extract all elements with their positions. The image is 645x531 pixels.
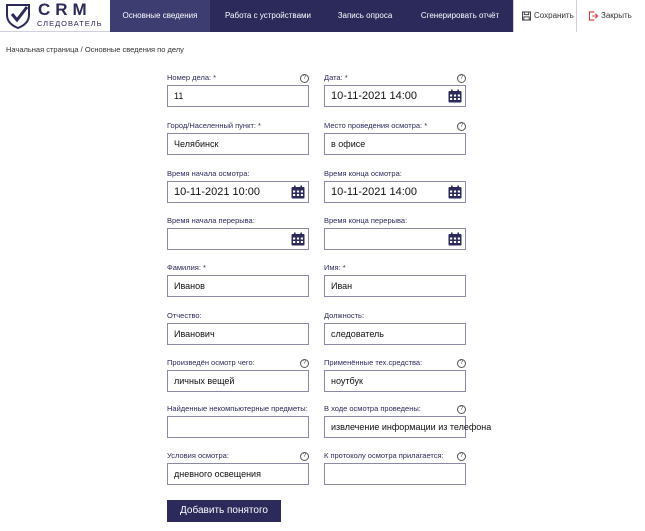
last-name-input[interactable]: Иванов (167, 275, 309, 297)
calendar-icon[interactable] (448, 89, 462, 103)
inspection-place-input[interactable]: в офисе (324, 133, 466, 155)
calendar-icon[interactable] (291, 185, 305, 199)
last-name-label: Фамилия: * (167, 263, 206, 272)
position-input[interactable]: следователь (324, 323, 466, 345)
break-end-input[interactable] (324, 228, 466, 250)
exit-icon (589, 11, 598, 21)
city-input[interactable]: Челябинск (167, 133, 309, 155)
save-button-label: Сохранить (534, 11, 574, 20)
help-icon[interactable]: ? (457, 452, 466, 461)
technical-means-label: Применённые тех.средства: (324, 358, 423, 367)
tab-devices[interactable]: Работа с устройствами (224, 11, 312, 20)
add-witness-button[interactable]: Добавить понятого (167, 500, 281, 522)
first-name-input[interactable]: Иван (324, 275, 466, 297)
calendar-icon[interactable] (291, 232, 305, 246)
inspection-end-label: Время конца осмотра: (324, 169, 402, 178)
date-label: Дата: * (324, 73, 348, 82)
inspection-start-input[interactable]: 10-11-2021 10:00 (167, 181, 309, 203)
break-start-input[interactable] (167, 228, 309, 250)
logo (0, 0, 110, 32)
close-button-label: Закрыть (601, 11, 632, 20)
protocol-attachments-label: К протоколу осмотра прилагается: (324, 451, 444, 460)
performed-actions-label: В ходе осмотра проведены: (324, 404, 421, 413)
break-start-label: Время начала перерыва: (167, 216, 255, 225)
non-computer-items-input[interactable] (167, 416, 309, 438)
break-end-label: Время конца перерыва: (324, 216, 408, 225)
shield-check-icon (4, 3, 32, 29)
calendar-icon[interactable] (448, 185, 462, 199)
technical-means-input[interactable]: ноутбук (324, 370, 466, 392)
logo-title: CRM (38, 0, 92, 19)
date-input[interactable]: 10-11-2021 14:00 (324, 85, 466, 107)
non-computer-items-label: Найденные некомпьютерные предметы: (167, 404, 308, 413)
inspection-conditions-label: Условия осмотра: (167, 451, 229, 460)
calendar-icon[interactable] (448, 232, 462, 246)
floppy-disk-icon (522, 11, 531, 21)
help-icon[interactable]: ? (300, 74, 309, 83)
help-icon[interactable]: ? (457, 74, 466, 83)
close-button[interactable] (576, 0, 645, 32)
city-label: Город/Населенный пункт: * (167, 121, 261, 130)
case-number-label: Номер дела: * (167, 73, 217, 82)
protocol-attachments-input[interactable] (324, 463, 466, 485)
position-label: Должность: (324, 311, 365, 320)
help-icon[interactable]: ? (300, 452, 309, 461)
inspected-object-label: Произведён осмотр чего: (167, 358, 255, 367)
inspection-conditions-input[interactable]: дневного освещения (167, 463, 309, 485)
inspection-start-label: Время начала осмотра: (167, 169, 250, 178)
tab-interview-record[interactable]: Запись опроса (337, 11, 393, 20)
logo-subtitle: СЛЕДОВАТЕЛЬ (37, 19, 103, 28)
patronymic-label: Отчество: (167, 311, 202, 320)
case-number-input[interactable]: 11 (167, 85, 309, 107)
tab-main-info[interactable]: Основные сведения (110, 0, 210, 32)
inspection-end-input[interactable]: 10-11-2021 14:00 (324, 181, 466, 203)
performed-actions-input[interactable]: извлечение информации из телефона (324, 416, 466, 438)
help-icon[interactable]: ? (457, 359, 466, 368)
first-name-label: Имя: * (324, 263, 346, 272)
help-icon[interactable]: ? (457, 122, 466, 131)
help-icon[interactable]: ? (300, 359, 309, 368)
breadcrumb: Начальная страница / Основные сведения по делу (6, 45, 184, 54)
tab-generate-report[interactable]: Сгенерировать отчёт (420, 11, 500, 20)
save-button[interactable] (513, 0, 576, 32)
help-icon[interactable]: ? (457, 405, 466, 414)
top-navigation-bar (0, 0, 645, 32)
inspection-place-label: Место проведения осмотра: * (324, 121, 428, 130)
inspected-object-input[interactable]: личных вещей (167, 370, 309, 392)
patronymic-input[interactable]: Иванович (167, 323, 309, 345)
